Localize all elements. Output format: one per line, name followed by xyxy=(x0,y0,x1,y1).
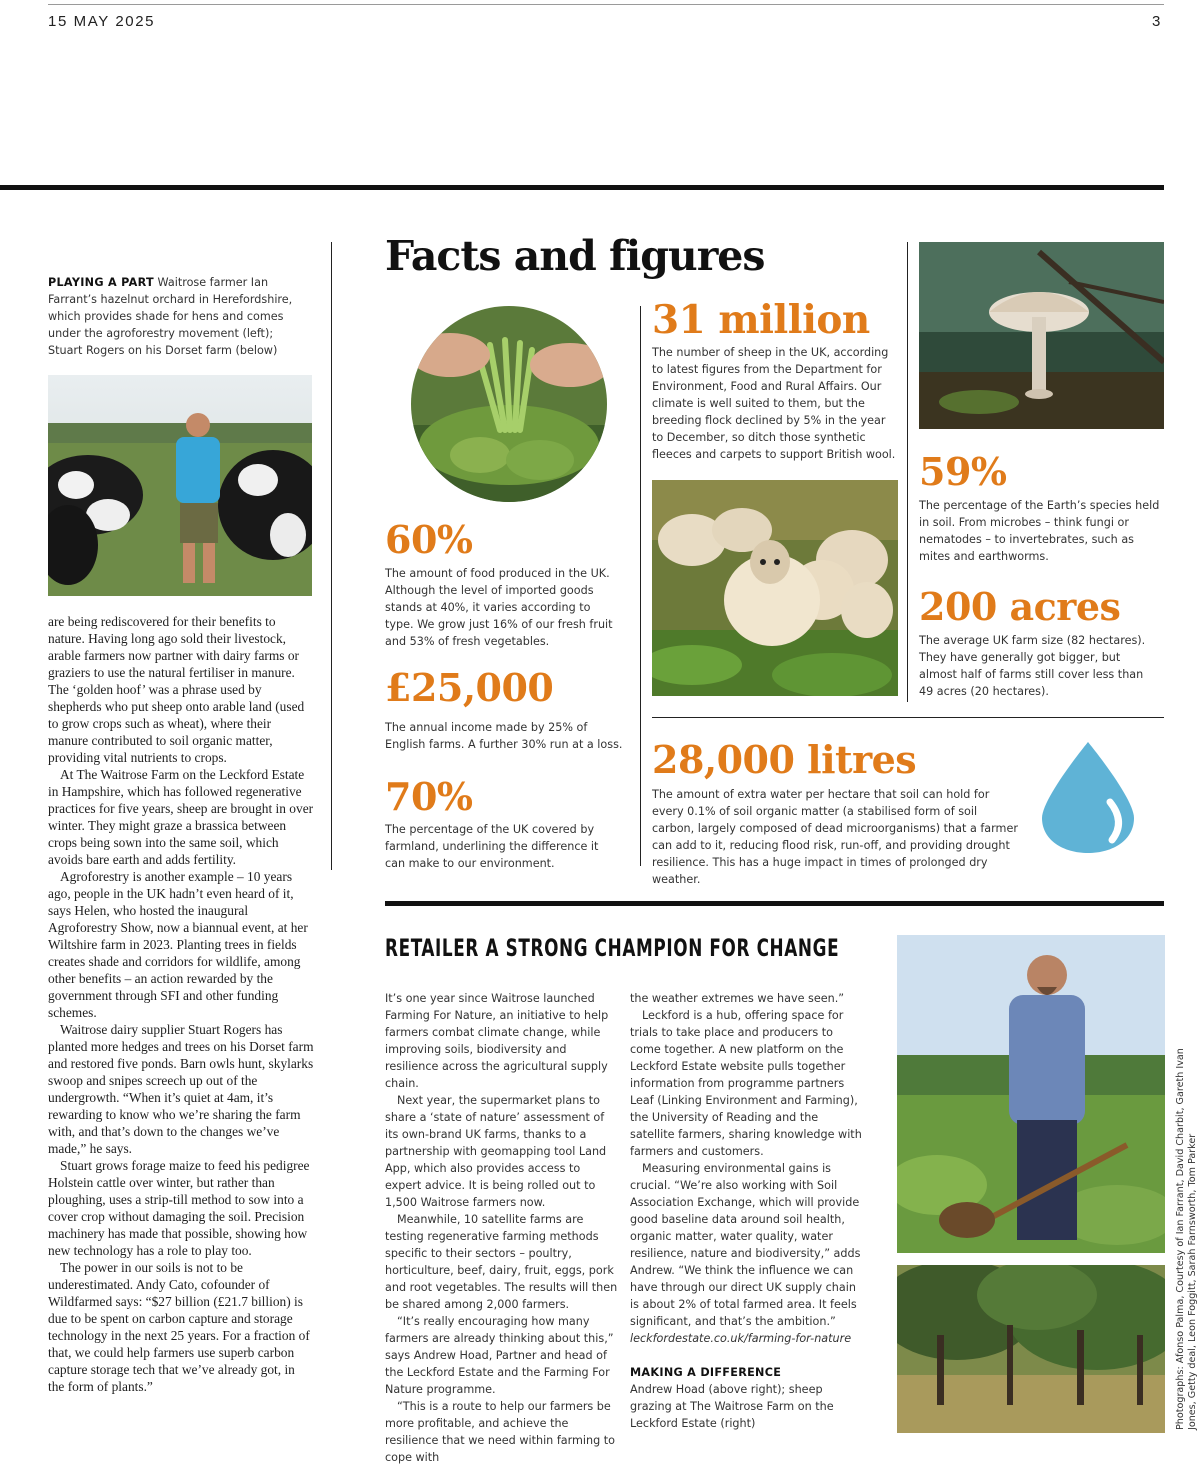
photo-orchard xyxy=(897,1265,1165,1433)
left-paragraph: Agroforestry is another example – 10 years ago, people in the UK hadn’t even heard of it, says Helen, who hosted the inaugural Agroforestry Show, now a biannual event, at her Wiltshire farm in 2023. Planting trees in fields creates shade and corridors for wildlife, among other benefits – an action rewarded by the government through SFI and other funding schemes. xyxy=(48,869,308,1020)
facts-title: Facts and figures xyxy=(385,232,765,280)
divider-horizontal xyxy=(652,717,1164,718)
stat-text-70: The percentage of the UK covered by farmland, underlining the difference it can make to our environment. xyxy=(385,823,599,870)
stat-figure-59: 59% xyxy=(919,449,1007,494)
photo-credits xyxy=(1175,1048,1199,1430)
photo-caption-left xyxy=(48,274,296,359)
stat-text-59: The percentage of the Earth’s species held in soil. From microbes – think fungi or nematodes – to invertebrates, such as mites and earthworms. xyxy=(919,499,1160,563)
left-paragraph: At The Waitrose Farm on the Leckford Estate in Hampshire, which has followed regenerative practices for five years, sheep are brought in over winter. They might graze a brassica between crops being sown into the same soil, which avoids bare earth and adds fertility. xyxy=(48,767,314,867)
retailer-paragraph: Next year, the supermarket plans to share a ‘state of nature’ assessment of its own-brand UK farms, thanks to a partnership with geomapping tool Land App, which also provides access to expert advice. It is being rolled out to 1,500 Waitrose farmers now. xyxy=(385,1094,607,1209)
issue-date: 15 MAY 2025 xyxy=(48,13,156,30)
left-column-body xyxy=(48,613,314,1395)
water-drop-icon xyxy=(1038,740,1138,855)
stat-figure-31-million: 31 million xyxy=(652,297,870,343)
left-paragraph: Waitrose dairy supplier Stuart Rogers has planted more hedges and trees on his Dorset farm and restored five ponds. Barn owls hunt, skylarks swoop and snipes screech up out of the undergrowth. “When it’s quiet at 4am, it’s rewarding to know who we’re sharing the farm with, and that’s down to the changes we’ve made,” he says. xyxy=(48,1022,314,1156)
left-paragraph: Stuart grows forage maize to feed his pedigree Holstein cattle over winter, but rather than ploughing, uses a strip-till method to sow into a cover crop without damaging the soil. Precision machinery has made that possible, showing how new technology has a role to play too. xyxy=(48,1158,310,1258)
retailer-caption-label: MAKING A DIFFERENCE xyxy=(630,1366,782,1379)
stat-figure-200-acres: 200 acres xyxy=(919,584,1121,629)
left-paragraph: The power in our soils is not to be underestimated. Andy Cato, cofounder of Wildfarmed says: “$27 billion (£21.7 billion) is due to be spent on carbon capture and storage technology in the next 25 years. For a fraction of that, we could help farmers use superb carbon capture storage tech that we’ve already got, in the form of plants.” xyxy=(48,1260,310,1394)
photo-credits-line-2: Jones, Getty deal, Leon Foggitt, Sarah Farnsworth, Tom Parker xyxy=(1187,1133,1198,1430)
retailer-column-2 xyxy=(630,990,866,1432)
section-rule xyxy=(0,185,1164,190)
stat-text-25000: The annual income made by 25% of English farms. A further 30% run at a loss. xyxy=(385,721,623,751)
retailer-link[interactable]: leckfordestate.co.uk/farming-for-nature xyxy=(630,1332,852,1345)
divider-right xyxy=(907,242,908,702)
photo-mushroom xyxy=(919,242,1164,429)
retailer-heading: RETAILER A STRONG CHAMPION FOR CHANGE xyxy=(385,934,840,962)
stat-text-31-million: The number of sheep in the UK, according to latest figures from the Department for Environment, Food and Rural Affairs. Our climate is well suited to them, but the breeding flock declined by 5% in the year to December, so ditch those synthetic fleeces and carpets to support British wool. xyxy=(652,346,896,461)
left-paragraph: are being rediscovered for their benefits to nature. Having long ago sold their livestock, arable farmers now partner with dairy farms or graziers to use the natural fertiliser in manure. The ‘golden hoof’ was a phrase used by shepherds who put sheep onto arable land (used to grow crops such as wheat), where their manure contributed to soil organic matter, providing vital nutrients to crops. xyxy=(48,614,305,765)
retailer-paragraph: Meanwhile, 10 satellite farms are testing regenerative farming methods specific to their sectors – poultry, horticulture, beef, dairy, fruit, eggs, pork and root vegetables. The results will then be shared among 2,000 farmers. xyxy=(385,1213,618,1311)
retailer-paragraph: Measuring environmental gains is crucial. “We’re also working with Soil Association Exchange, which will provide good baseline data around soil health, organic matter, water quality, water resilience, nature and biodiversity,” adds Andrew. “We think the influence we can have through our direct UK supply chain is about 2% of total farmed area. It feels significant, and that’s the ambition.” xyxy=(630,1162,861,1328)
retailer-paragraph: “This is a route to help our farmers be more profitable, and achieve the resilience that we need within farming to cope with xyxy=(385,1400,616,1464)
stat-text-200-acres: The average UK farm size (82 hectares). They have generally got bigger, but almost half of farms still cover less than 49 acres (20 hectares). xyxy=(919,634,1146,698)
retailer-paragraph: “It’s really encouraging how many farmers are already thinking about this,” says Andrew Hoad, Partner and head of the Leckford Estate and the Farming For Nature programme. xyxy=(385,1315,614,1396)
stat-text-28000-litres: The amount of extra water per hectare that soil can hold for every 0.1% of soil organic matter (a stabilised form of soil carbon, largely composed of dead microorganisms) that a farmer can add to it, reducing flood risk, run-off, and providing drought resilience. This has a huge impact in times of prolonged dry weather. xyxy=(652,788,1018,886)
caption-text: Waitrose farmer Ian Farrant’s hazelnut orchard in Herefordshire, which provides shade for hens and comes under the agroforestry movement (left); Stuart Rogers on his Dorset farm (below) xyxy=(48,276,293,357)
stat-figure-25000: £25,000 xyxy=(385,665,554,710)
caption-label: PLAYING A PART xyxy=(48,276,154,289)
retailer-paragraph: the weather extremes we have seen.” xyxy=(630,992,845,1005)
stat-text-60: The amount of food produced in the UK. Although the level of imported goods stands at 40%, it varies according to type. We grow just 16% of our fresh fruit and 53% of fresh vegetables. xyxy=(385,567,613,648)
retailer-paragraph: It’s one year since Waitrose launched Farming For Nature, an initiative to help farmers combat climate change, while improving soils, biodiversity and resilience across the agricultural supply chain. xyxy=(385,992,609,1090)
stat-figure-28000-litres: 28,000 litres xyxy=(652,737,917,782)
retailer-column-1 xyxy=(385,990,619,1466)
stat-figure-70: 70% xyxy=(385,774,473,819)
photo-kale-circle xyxy=(410,305,608,503)
retail-rule xyxy=(385,901,1164,906)
page-number: 3 xyxy=(1152,13,1162,30)
stat-figure-60: 60% xyxy=(385,517,473,562)
top-rule xyxy=(48,4,1164,5)
photo-sheep xyxy=(652,480,898,696)
photo-andrew-hoad xyxy=(897,935,1165,1253)
divider-mid xyxy=(640,306,641,866)
photo-farmer-with-cows xyxy=(48,375,312,596)
retailer-paragraph: Leckford is a hub, offering space for trials to take place and producers to come together. A new platform on the Leckford Estate website pulls together information from programme partners Leaf (Linking Environment and Farming), the University of Reading and the satellite farmers, sharing knowledge with farmers and customers. xyxy=(630,1009,862,1158)
divider-left xyxy=(331,242,332,870)
photo-credits-line-1: Photographs: Afonso Palma, Courtesy of Ian Farrant, David Charbit, Gareth Ivan xyxy=(1175,1048,1186,1430)
retailer-caption-text: Andrew Hoad (above right); sheep grazing at The Waitrose Farm on the Leckford Estate (right) xyxy=(630,1383,834,1430)
